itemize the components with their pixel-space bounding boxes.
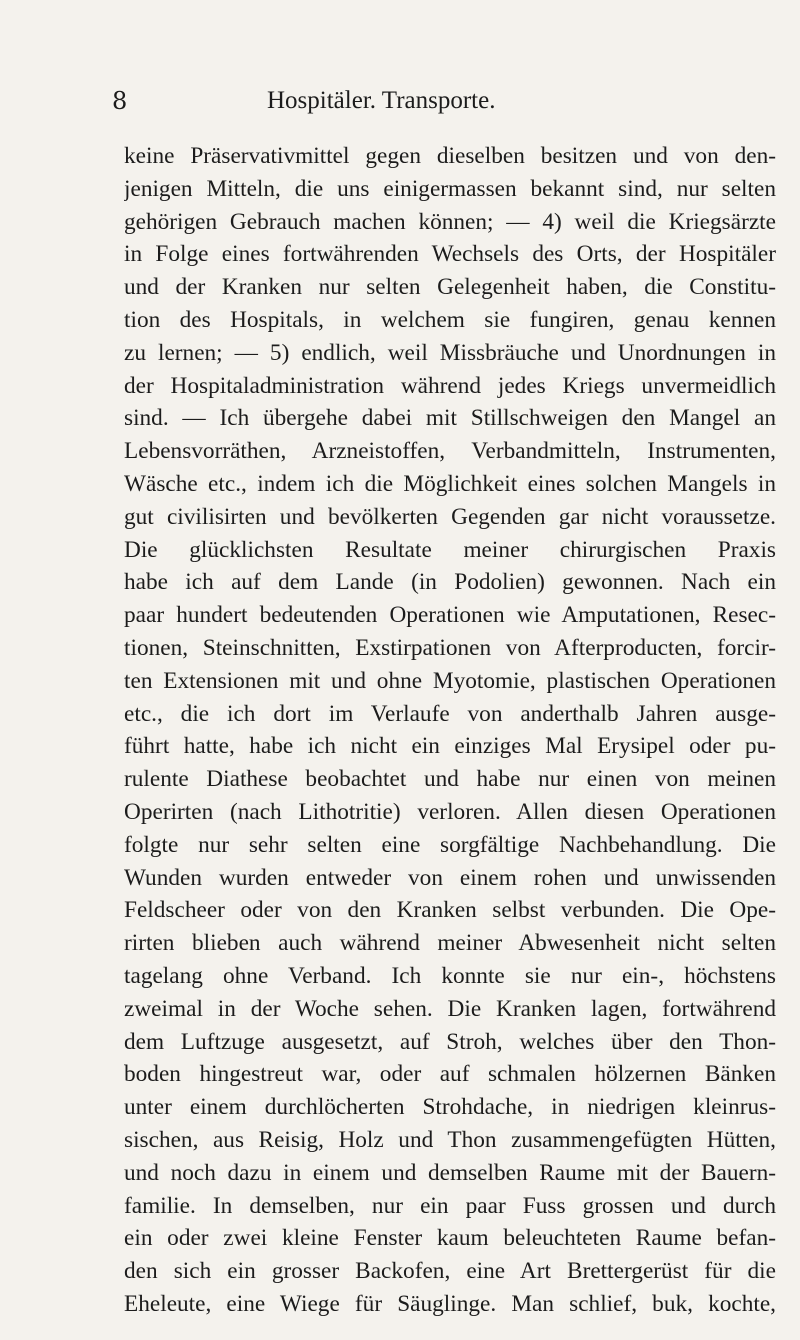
text-line: ein oder zwei kleine Fenster kaum beleuchteten Raume befan- (124, 1225, 776, 1252)
text-line: der Hospitaladministration während jedes Kriegs unvermeidlich (124, 372, 776, 399)
text-line: Operirten (nach Lithotritie) verloren. Allen diesen Operationen (124, 798, 776, 825)
text-line: etc., die ich dort im Verlaufe von anderthalb Jahren ausge- (124, 700, 776, 727)
text-line: Wäsche etc., indem ich die Möglichkeit eines solchen Mangels in (124, 470, 776, 497)
text-line: in Folge eines fortwährenden Wechsels des Orts, der Hospitäler (124, 241, 776, 268)
text-line: sischen, aus Reisig, Holz und Thon zusammengefügten Hütten, (124, 1126, 776, 1153)
page-header (112, 86, 772, 120)
text-line: zweimal in der Woche sehen. Die Kranken lagen, fortwährend (124, 995, 776, 1022)
text-line: und noch dazu in einem und demselben Raume mit der Bauern- (124, 1159, 776, 1186)
text-line: dem Luftzuge ausgesetzt, auf Stroh, welches über den Thon- (124, 1028, 776, 1055)
text-line: paar hundert bedeutenden Operationen wie Amputationen, Resec- (124, 602, 776, 629)
text-line: den sich ein grosser Backofen, eine Art Brettergerüst für die (124, 1258, 776, 1285)
text-line: folgte nur sehr selten eine sorgfältige Nachbehandlung. Die (124, 831, 776, 858)
text-line: sind. — Ich übergehe dabei mit Stillschweigen den Mangel an (124, 405, 776, 432)
text-line: tagelang ohne Verband. Ich konnte sie nur ein-, höchstens (124, 962, 776, 989)
text-line: gut civilisirten und bevölkerten Gegenden gar nicht voraussetze. (124, 503, 776, 530)
text-line: rirten blieben auch während meiner Abwesenheit nicht selten (124, 930, 776, 957)
text-line: familie. In demselben, nur ein paar Fuss grossen und durch (124, 1192, 776, 1219)
text-line: boden hingestreut war, oder auf schmalen hölzernen Bänken (124, 1061, 776, 1088)
text-line: Wunden wurden entweder von einem rohen und unwissenden (124, 864, 776, 891)
text-line: unter einem durchlöcherten Strohdache, in niedrigen kleinrus- (124, 1094, 776, 1121)
text-line: jenigen Mitteln, die uns einigermassen bekannt sind, nur selten (124, 175, 776, 202)
text-line: gehörigen Gebrauch machen können; — 4) weil die Kriegsärzte (124, 208, 776, 235)
text-line: keine Präservativmittel gegen dieselben besitzen und von den- (124, 143, 776, 169)
text-line: rulente Diathese beobachtet und habe nur einen von meinen (124, 766, 776, 793)
text-line: ten Extensionen mit und ohne Myotomie, plastischen Operationen (124, 667, 776, 694)
text-line: führt hatte, habe ich nicht ein einziges Mal Erysipel oder pu- (124, 733, 776, 760)
text-line: und der Kranken nur selten Gelegenheit haben, die Constitu- (124, 274, 776, 301)
text-line: tionen, Steinschnitten, Exstirpationen von Afterproducten, forcir- (124, 634, 776, 661)
page-number: 8 (112, 87, 128, 115)
text-line: Lebensvorräthen, Arzneistoffen, Verbandmitteln, Instrumenten, (124, 438, 776, 465)
running-title: Hospitäler. Transporte. (267, 87, 496, 114)
text-line: tion des Hospitals, in welchem sie fungiren, genau kennen (124, 306, 776, 333)
body-text (124, 140, 776, 1321)
text-line: Die glücklichsten Resultate meiner chirurgischen Praxis (124, 536, 776, 563)
text-line: habe ich auf dem Lande (in Podolien) gewonnen. Nach ein (124, 569, 776, 596)
text-line: Feldscheer oder von den Kranken selbst verbunden. Die Ope- (124, 897, 776, 924)
text-line: zu lernen; — 5) endlich, weil Missbräuche und Unordnungen in (124, 339, 776, 366)
text-line: Eheleute, eine Wiege für Säuglinge. Man schlief, buk, kochte, (124, 1290, 776, 1317)
